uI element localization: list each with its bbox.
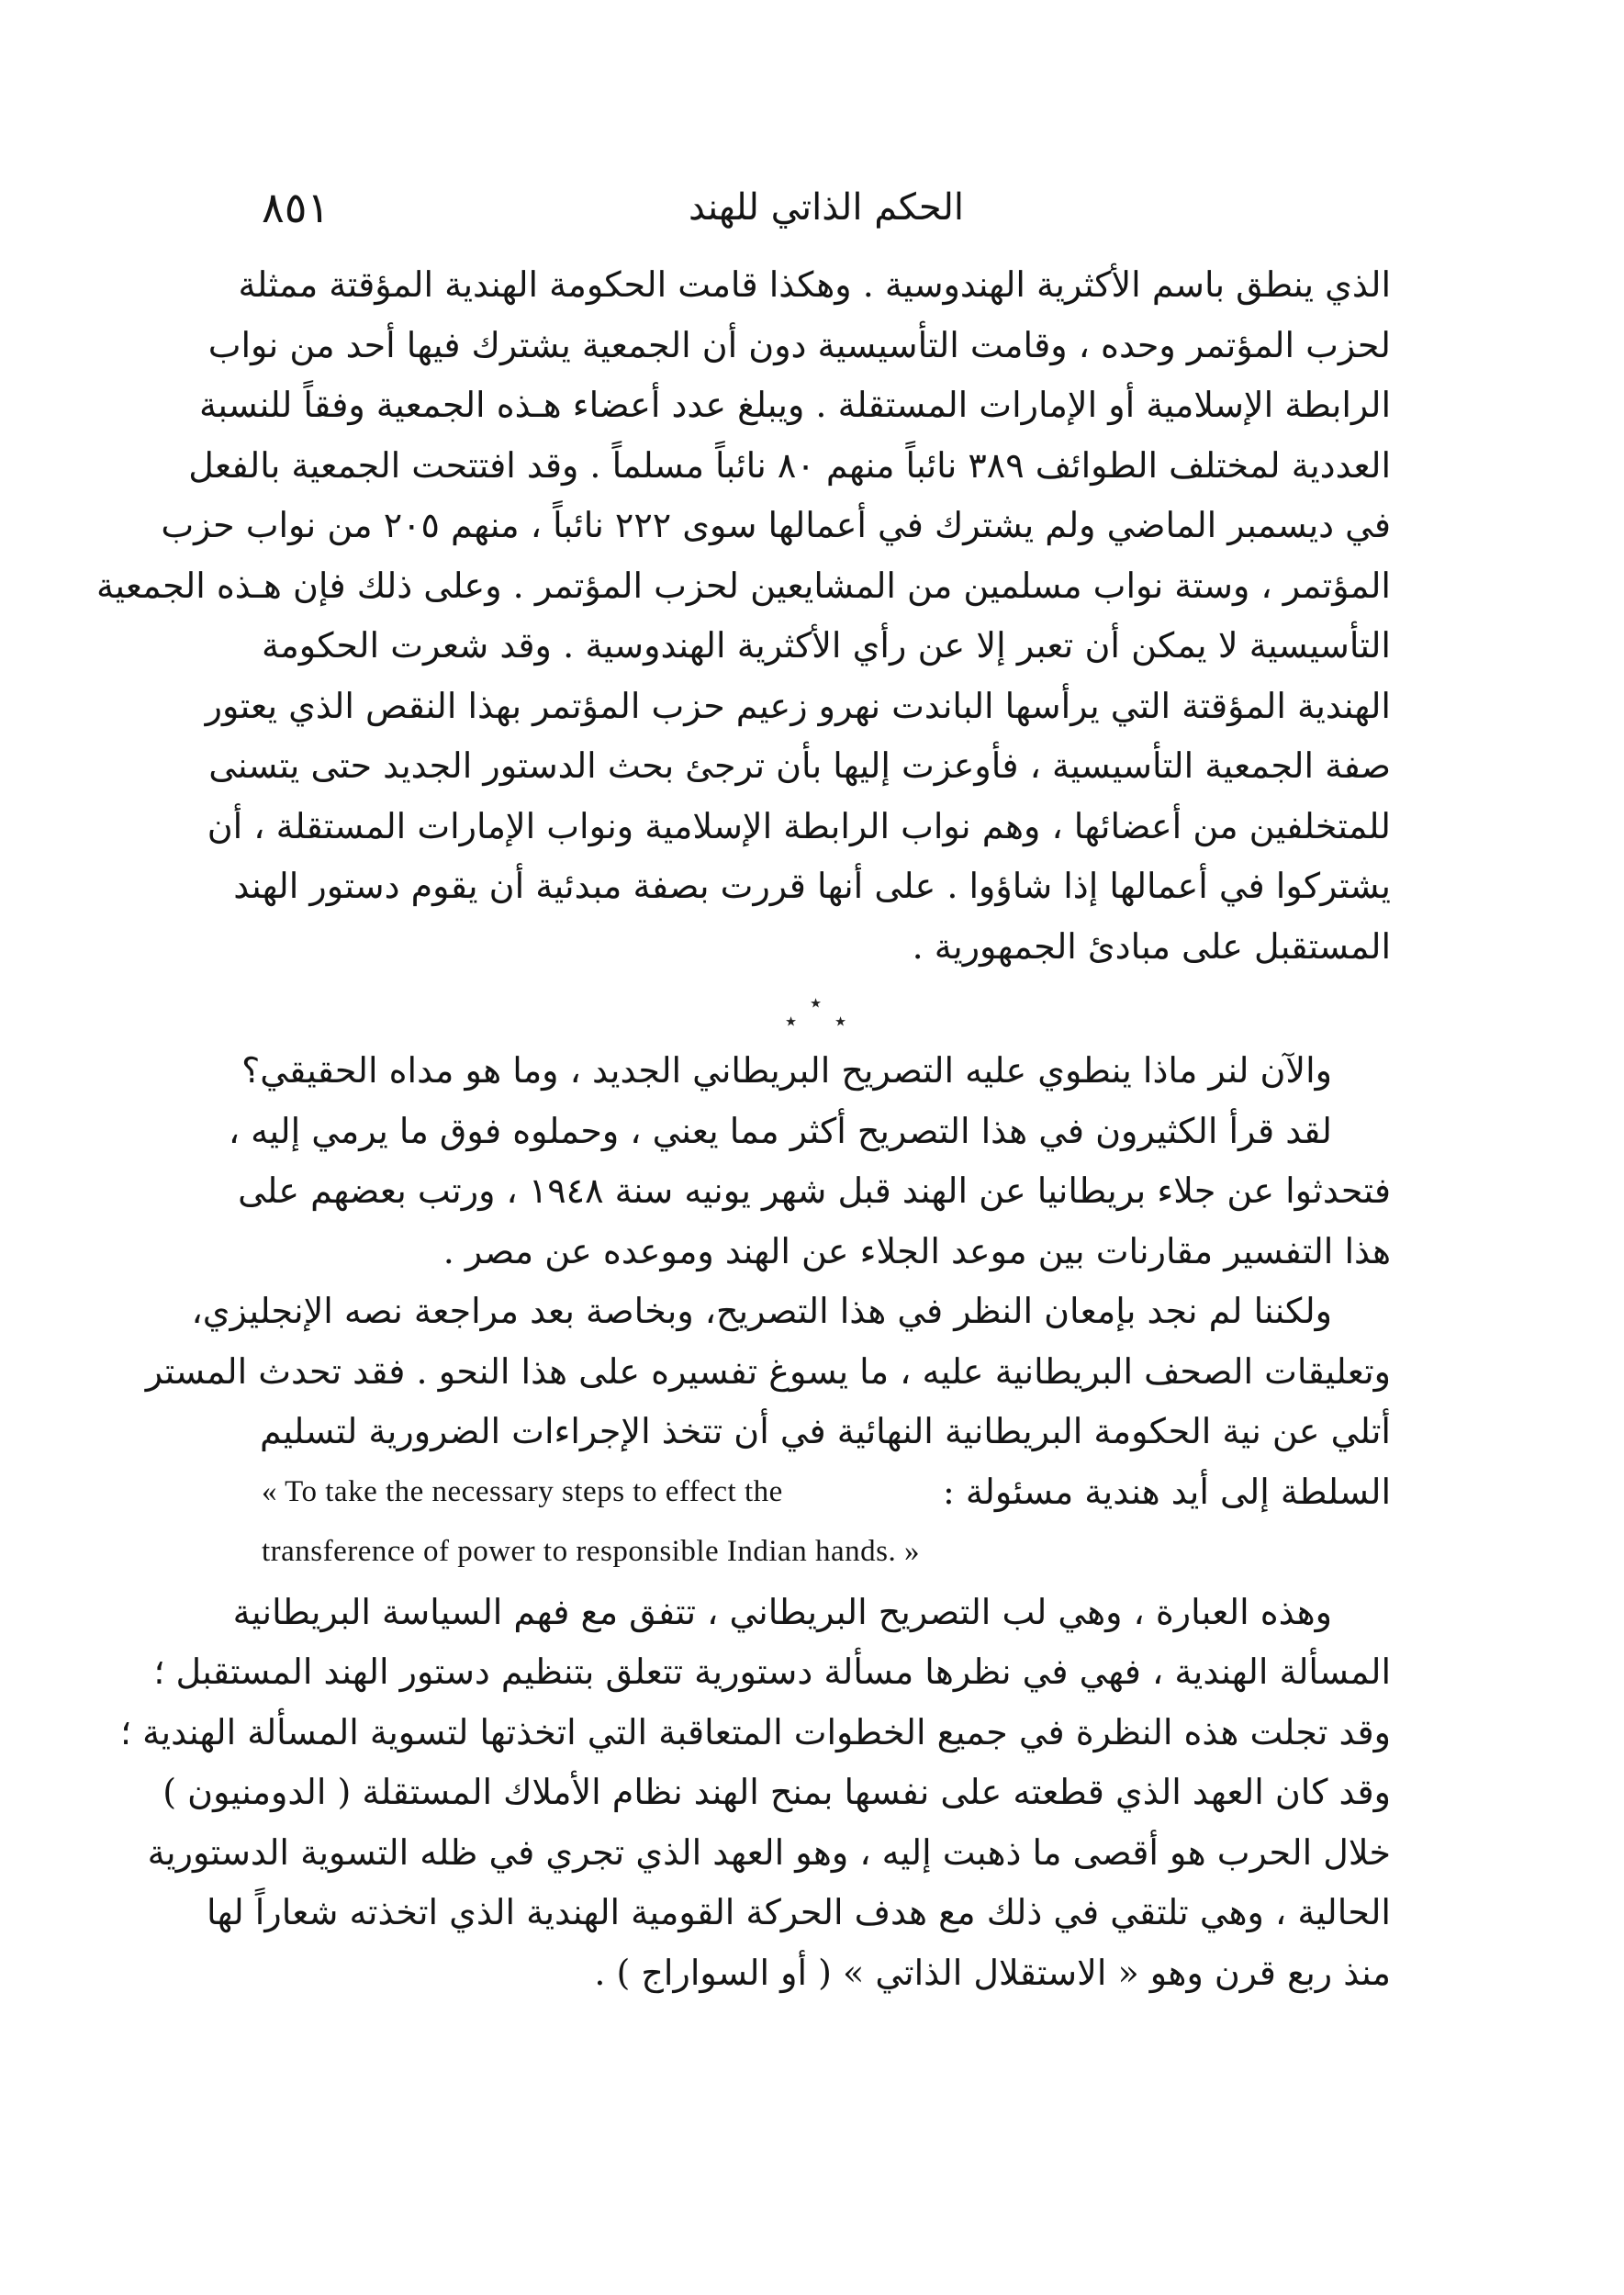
page-number: ٨٥١ [262,183,330,232]
text-line: فتحدثوا عن جلاء بريطانيا عن الهند قبل شهر يونيه سنة ١٩٤٨ ، ورتب بعضهم على [238,1170,1391,1211]
separator-star-icon: ٭ [810,990,823,1015]
paragraph-5 [119,1583,1391,2004]
text-line: لقد قرأ الكثيرون في هذا التصريح أكثر مما يعني ، وحملوه فوق ما يرمي إليه ، [228,1110,1332,1151]
text-line: العددية لمختلف الطوائف ٣٨٩ نائباً منهم ٨٠ نائباً مسلماً . وقد افتتحت الجمعية بالفعل [188,444,1391,486]
text-line: ولكننا لم نجد بإمعان النظر في هذا التصريح، وبخاصة بعد مراجعة نصه الإنجليزي، [191,1291,1332,1331]
text-line: للمتخلفين من أعضائها ، وهم نواب الرابطة الإسلامية ونواب الإمارات المستقلة ، أن [207,805,1391,846]
text-line: هذا التفسير مقارنات بين موعد الجلاء عن الهند وموعده عن مصر . [442,1230,1391,1271]
quote-line [262,1462,1391,1523]
text-line: منذ ربع قرن وهو « الاستقلال الذاتي » ( أو السواراج ) . [594,1952,1391,1993]
text-line: في ديسمبر الماضي ولم يشترك في أعمالها سوى ٢٢٢ نائباً ، منهم ٢٠٥ من نواب حزب [161,505,1391,545]
quote-english-text: « To take the necessary steps to effect the [262,1474,783,1508]
text-line: المؤتمر ، وستة نواب مسلمين من المشايعين لحزب المؤتمر . وعلى ذلك فإن هـذه الجمعية [95,565,1391,606]
separator-star-icon: ٭ [785,1008,798,1034]
running-title: الحكم الذاتي للهند [688,186,965,229]
text-line: وتعليقات الصحف البريطانية عليه ، ما يسوغ تفسيره على هذا النحو . فقد تحدث المستر [145,1350,1391,1392]
paragraph-1 [95,255,1391,977]
section-separator [262,977,1391,1041]
paragraph-2 [241,1041,1391,1102]
text-line: الهندية المؤقتة التي يرأسها الباندت نهرو زعيم حزب المؤتمر بهذا النقص الذي يعتور [205,685,1391,726]
text-line: لحزب المؤتمر وحده ، وقامت التأسيسية دون أن الجمعية يشترك فيها أحد من نواب [207,324,1391,365]
text-line: الرابطة الإسلامية أو الإمارات المستقلة . ويبلغ عدد أعضاء هـذه الجمعية وفقاً للنسبة [198,385,1391,425]
text-line: المسألة الهندية ، فهي في نظرها مسألة دستورية تتعلق بتنظيم دستور الهند المستقبل ؛ [153,1651,1391,1692]
body-text [95,255,1391,2003]
text-line: وقد كان العهد الذي قطعته على نفسها بمنح الهند نظام الأملاك المستقلة ( الدومنيون ) [162,1772,1391,1812]
page-header [262,180,1391,235]
text-line: الحالية ، وهي تلتقي في ذلك مع هدف الحركة القومية الهندية الذي اتخذته شعاراً لها [207,1892,1391,1932]
text-line: الذي ينطق باسم الأكثرية الهندوسية . وهكذا قامت الحكومة الهندية المؤقتة ممثلة [238,264,1391,305]
text-line: وهذه العبارة ، وهي لب التصريح البريطاني ، تتفق مع فهم السياسة البريطانية [232,1591,1332,1632]
text-line: التأسيسية لا يمكن أن تعبر إلا عن رأي الأكثرية الهندوسية . وقد شعرت الحكومة [262,625,1391,666]
text-line: المستقبل على مبادئ الجمهورية . [912,925,1391,967]
text-line: أتلي عن نية الحكومة البريطانية النهائية في أن تتخذ الإجراءات الضرورية لتسليم [260,1411,1391,1451]
text-line: وقد تجلت هذه النظرة في جميع الخطوات المتعاقبة التي اتخذتها لتسوية المسألة الهندية ؛ [119,1711,1391,1752]
separator-star-icon: ٭ [834,1008,847,1034]
quote-arabic-text: السلطة إلى أيد هندية مسئولة : [943,1471,1391,1512]
quote-english-line: transference of power to responsible Indian hands. » [262,1535,920,1568]
text-line: صفة الجمعية التأسيسية ، فأوعزت إليها بأن ترجئ بحث الدستور الجديد حتى يتسنى [208,745,1391,786]
paragraph-4 [145,1282,1391,1583]
text-line: يشتركوا في أعمالها إذا شاؤوا . على أنها قررت بصفة مبدئية أن يقوم دستور الهند [233,866,1391,906]
paragraph-3 [228,1102,1391,1282]
text-line: والآن لنر ماذا ينطوي عليه التصريح البريطاني الجديد ، وما هو مداه الحقيقي؟ [241,1050,1332,1091]
text-line: خلال الحرب هو أقصى ما ذهبت إليه ، وهو العهد الذي تجري في ظله التسوية الدستورية [147,1831,1391,1873]
